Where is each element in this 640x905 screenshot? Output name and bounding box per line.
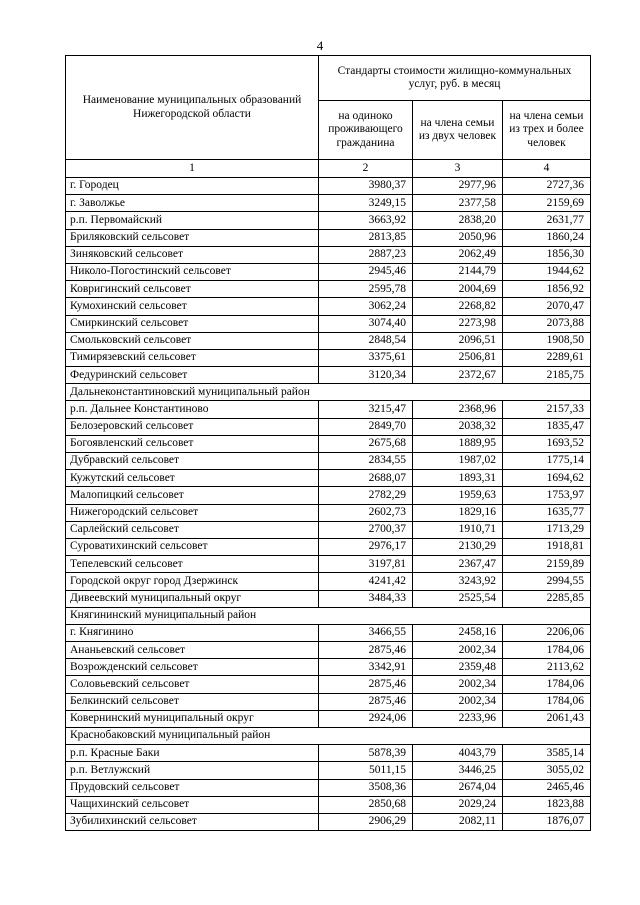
municipality-name: Кужутский сельсовет	[66, 470, 319, 487]
cost-family-two: 4043,79	[413, 745, 503, 762]
table-row	[66, 263, 591, 280]
cost-family-two: 2273,98	[413, 315, 503, 332]
municipality-name: Суроватихинский сельсовет	[66, 538, 319, 555]
cost-family-three: 2465,46	[503, 779, 591, 796]
cost-family-three: 1876,07	[503, 813, 591, 830]
table-row	[66, 779, 591, 796]
cost-family-three: 1694,62	[503, 470, 591, 487]
municipality-name: Белозеровский сельсовет	[66, 418, 319, 435]
cost-family-three: 2631,77	[503, 212, 591, 229]
table-row	[66, 281, 591, 298]
table-row	[66, 693, 591, 710]
table-row	[66, 401, 591, 418]
cost-family-two: 2096,51	[413, 332, 503, 349]
cost-family-three: 1944,62	[503, 263, 591, 280]
cost-family-three: 1635,77	[503, 504, 591, 521]
cost-single: 2906,29	[319, 813, 413, 830]
cost-family-two: 2458,16	[413, 624, 503, 641]
municipality-name: г. Княгинино	[66, 624, 319, 641]
table-row	[66, 453, 591, 470]
cost-family-three: 1713,29	[503, 521, 591, 538]
cost-family-three: 1784,06	[503, 676, 591, 693]
table-row	[66, 349, 591, 366]
column-index: 3	[413, 160, 503, 178]
table-row	[66, 367, 591, 384]
table-row	[66, 762, 591, 779]
municipality-name: Смольковский сельсовет	[66, 332, 319, 349]
municipality-name: Ковригинский сельсовет	[66, 281, 319, 298]
table-row	[66, 624, 591, 641]
municipality-name: Чащихинский сельсовет	[66, 796, 319, 813]
municipality-name: Бриляковский сельсовет	[66, 229, 319, 246]
cost-single: 5878,39	[319, 745, 413, 762]
cost-single: 3508,36	[319, 779, 413, 796]
municipality-name: Кумохинский сельсовет	[66, 298, 319, 315]
municipality-name: Белкинский сельсовет	[66, 693, 319, 710]
cost-single: 2813,85	[319, 229, 413, 246]
cost-family-three: 2070,47	[503, 298, 591, 315]
cost-family-three: 1918,81	[503, 538, 591, 555]
cost-family-two: 1959,63	[413, 487, 503, 504]
municipality-name: р.п. Красные Баки	[66, 745, 319, 762]
table-row	[66, 504, 591, 521]
table-row	[66, 487, 591, 504]
municipality-name: Николо-Погостинский сельсовет	[66, 263, 319, 280]
page-number: 4	[316, 38, 324, 53]
cost-family-two: 1910,71	[413, 521, 503, 538]
cost-single: 2602,73	[319, 504, 413, 521]
cost-single: 2700,37	[319, 521, 413, 538]
cost-single: 2595,78	[319, 281, 413, 298]
header-single: на одиноко проживающего гражданина	[319, 101, 413, 160]
cost-family-two: 2050,96	[413, 229, 503, 246]
cost-single: 3342,91	[319, 659, 413, 676]
cost-single: 2850,68	[319, 796, 413, 813]
cost-family-three: 1693,52	[503, 435, 591, 452]
cost-family-three: 2285,85	[503, 590, 591, 607]
header-family-three: на члена семьи из трех и более человек	[503, 101, 591, 160]
cost-single: 3375,61	[319, 349, 413, 366]
municipality-name: р.п. Дальнее Константиново	[66, 401, 319, 418]
cost-family-three: 1856,30	[503, 246, 591, 263]
municipality-name: Соловьевский сельсовет	[66, 676, 319, 693]
column-index: 1	[66, 160, 319, 178]
municipality-name: г. Заволжье	[66, 195, 319, 212]
column-index: 4	[503, 160, 591, 178]
cost-single: 2875,46	[319, 693, 413, 710]
cost-family-two: 2002,34	[413, 676, 503, 693]
cost-family-three: 1784,06	[503, 642, 591, 659]
table-row	[66, 212, 591, 229]
cost-family-two: 2233,96	[413, 710, 503, 727]
district-group-row	[66, 728, 591, 745]
cost-single: 4241,42	[319, 573, 413, 590]
cost-single: 2875,46	[319, 676, 413, 693]
cost-single: 2688,07	[319, 470, 413, 487]
cost-family-two: 2130,29	[413, 538, 503, 555]
cost-family-three: 1856,92	[503, 281, 591, 298]
cost-single: 2976,17	[319, 538, 413, 555]
cost-family-two: 1893,31	[413, 470, 503, 487]
cost-single: 3197,81	[319, 556, 413, 573]
municipality-name: р.п. Первомайский	[66, 212, 319, 229]
cost-family-three: 2113,62	[503, 659, 591, 676]
cost-single: 2875,46	[319, 642, 413, 659]
table-row	[66, 470, 591, 487]
table-row	[66, 796, 591, 813]
cost-family-three: 2727,36	[503, 178, 591, 195]
municipality-name: Смиркинский сельсовет	[66, 315, 319, 332]
cost-family-three: 1860,24	[503, 229, 591, 246]
cost-single: 3120,34	[319, 367, 413, 384]
cost-family-two: 2002,34	[413, 642, 503, 659]
municipality-name: Дубравский сельсовет	[66, 453, 319, 470]
table-row	[66, 813, 591, 830]
cost-family-two: 2525,54	[413, 590, 503, 607]
cost-family-two: 2367,47	[413, 556, 503, 573]
table-row	[66, 246, 591, 263]
table-row	[66, 745, 591, 762]
header-municipality: Наименование муниципальных образований Нижегородской области	[66, 56, 319, 160]
cost-family-two: 2674,04	[413, 779, 503, 796]
municipality-name: Прудовский сельсовет	[66, 779, 319, 796]
table-row	[66, 195, 591, 212]
municipality-name: Ковернинский муниципальный округ	[66, 710, 319, 727]
cost-family-three: 3055,02	[503, 762, 591, 779]
column-index: 2	[319, 160, 413, 178]
header-cost-standards: Стандарты стоимости жилищно-коммунальных услуг, руб. в месяц	[319, 56, 591, 101]
cost-family-three: 3585,14	[503, 745, 591, 762]
municipality-name: Малопицкий сельсовет	[66, 487, 319, 504]
cost-family-three: 2185,75	[503, 367, 591, 384]
cost-single: 2848,54	[319, 332, 413, 349]
table-row	[66, 556, 591, 573]
municipality-name: Тимирязевский сельсовет	[66, 349, 319, 366]
cost-family-two: 3446,25	[413, 762, 503, 779]
cost-single: 3074,40	[319, 315, 413, 332]
cost-family-two: 2029,24	[413, 796, 503, 813]
cost-single: 3249,15	[319, 195, 413, 212]
table-row	[66, 332, 591, 349]
table-row	[66, 676, 591, 693]
cost-family-two: 3243,92	[413, 573, 503, 590]
table-row	[66, 538, 591, 555]
cost-family-two: 2082,11	[413, 813, 503, 830]
cost-family-two: 2377,58	[413, 195, 503, 212]
cost-family-two: 2359,48	[413, 659, 503, 676]
municipality-name: Городской округ город Дзержинск	[66, 573, 319, 590]
cost-family-two: 1829,16	[413, 504, 503, 521]
cost-family-two: 2838,20	[413, 212, 503, 229]
cost-family-two: 2372,67	[413, 367, 503, 384]
cost-family-two: 2144,79	[413, 263, 503, 280]
table-row	[66, 573, 591, 590]
cost-single: 2849,70	[319, 418, 413, 435]
cost-family-three: 1775,14	[503, 453, 591, 470]
table-row	[66, 710, 591, 727]
cost-family-two: 2268,82	[413, 298, 503, 315]
table-body	[66, 160, 591, 831]
cost-single: 3980,37	[319, 178, 413, 195]
cost-single: 3484,33	[319, 590, 413, 607]
cost-single: 3663,92	[319, 212, 413, 229]
cost-single: 2924,06	[319, 710, 413, 727]
cost-family-three: 2159,89	[503, 556, 591, 573]
cost-single: 3215,47	[319, 401, 413, 418]
header-family-two: на члена семьи из двух человек	[413, 101, 503, 160]
cost-family-three: 1753,97	[503, 487, 591, 504]
municipality-name: Федуринский сельсовет	[66, 367, 319, 384]
municipality-name: Богоявленский сельсовет	[66, 435, 319, 452]
cost-family-two: 2038,32	[413, 418, 503, 435]
cost-family-three: 2159,69	[503, 195, 591, 212]
table-row	[66, 298, 591, 315]
district-group-label: Княгининский муниципальный район	[66, 607, 591, 624]
cost-family-two: 1889,95	[413, 435, 503, 452]
table-row	[66, 590, 591, 607]
municipality-name: Зиняковский сельсовет	[66, 246, 319, 263]
municipality-name: Возрожденский сельсовет	[66, 659, 319, 676]
cost-family-two: 2506,81	[413, 349, 503, 366]
table-row	[66, 315, 591, 332]
cost-family-three: 2289,61	[503, 349, 591, 366]
municipality-name: р.п. Ветлужский	[66, 762, 319, 779]
cost-family-two: 2004,69	[413, 281, 503, 298]
cost-family-three: 1784,06	[503, 693, 591, 710]
cost-family-two: 2977,96	[413, 178, 503, 195]
cost-single: 2887,23	[319, 246, 413, 263]
district-group-label: Дальнеконстантиновский муниципальный район	[66, 384, 591, 401]
district-group-label: Краснобаковский муниципальный район	[66, 728, 591, 745]
cost-family-three: 2994,55	[503, 573, 591, 590]
cost-single: 2945,46	[319, 263, 413, 280]
municipality-name: Сарлейский сельсовет	[66, 521, 319, 538]
municipality-name: г. Городец	[66, 178, 319, 195]
cost-single: 2834,55	[319, 453, 413, 470]
cost-single: 3062,24	[319, 298, 413, 315]
municipality-name: Дивеевский муниципальный округ	[66, 590, 319, 607]
table-row	[66, 435, 591, 452]
table-row	[66, 229, 591, 246]
table-row	[66, 521, 591, 538]
municipality-name: Нижегородский сельсовет	[66, 504, 319, 521]
cost-family-three: 2206,06	[503, 624, 591, 641]
cost-family-three: 2061,43	[503, 710, 591, 727]
cost-family-three: 1835,47	[503, 418, 591, 435]
cost-family-three: 1823,88	[503, 796, 591, 813]
cost-single: 2675,68	[319, 435, 413, 452]
district-group-row	[66, 607, 591, 624]
table-row	[66, 659, 591, 676]
table-row	[66, 642, 591, 659]
municipality-name: Тепелевский сельсовет	[66, 556, 319, 573]
table-row	[66, 178, 591, 195]
cost-family-three: 2157,33	[503, 401, 591, 418]
cost-single: 5011,15	[319, 762, 413, 779]
cost-single: 2782,29	[319, 487, 413, 504]
table-row	[66, 418, 591, 435]
cost-family-three: 2073,88	[503, 315, 591, 332]
cost-family-two: 2002,34	[413, 693, 503, 710]
municipality-name: Зубилихинский сельсовет	[66, 813, 319, 830]
cost-family-two: 1987,02	[413, 453, 503, 470]
cost-single: 3466,55	[319, 624, 413, 641]
municipality-name: Ананьевский сельсовет	[66, 642, 319, 659]
district-group-row	[66, 384, 591, 401]
housing-cost-table	[65, 55, 591, 831]
cost-family-two: 2062,49	[413, 246, 503, 263]
cost-family-two: 2368,96	[413, 401, 503, 418]
cost-family-three: 1908,50	[503, 332, 591, 349]
